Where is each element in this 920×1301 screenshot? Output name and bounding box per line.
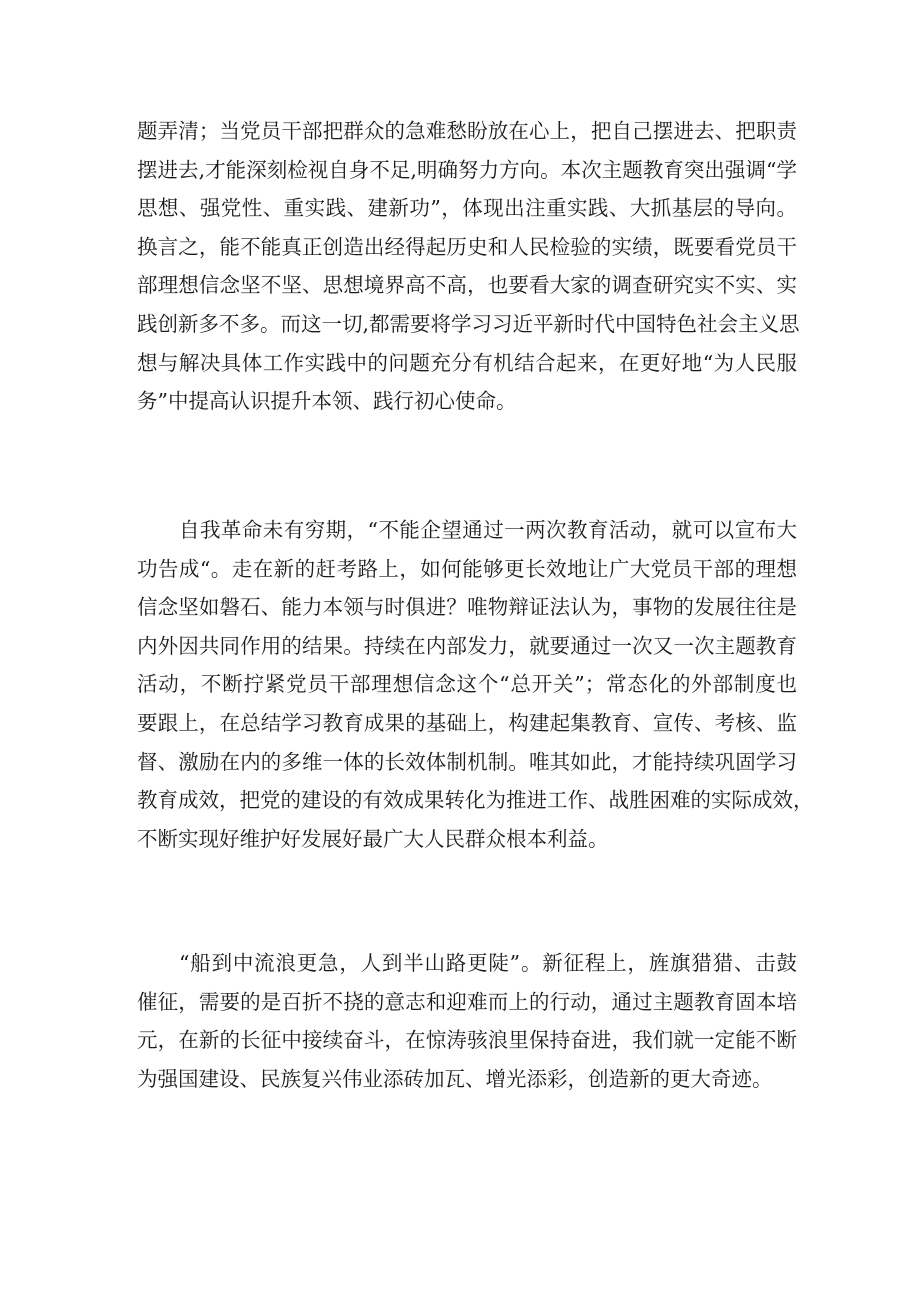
text-line: “船到中流浪更急，人到半山路更陡”。新征程上，旌旗猎猎、击鼓 (179, 951, 797, 975)
text-line: 活动，不断拧紧党员干部理想信念这个“总开关”；常态化的外部制度也 (137, 672, 797, 697)
text-line: 想与解决具体工作实践中的问题充分有机结合起来，在更好地“为人民服 (137, 350, 797, 375)
text-line: 摆进去,才能深刻检视自身不足,明确努力方向。本次主题教育突出强调“学 (137, 157, 797, 182)
text-line: 要跟上，在总结学习教育成果的基础上，构建起集教育、宣传、考核、监 (137, 710, 797, 735)
paragraph-3 (137, 944, 797, 1098)
text-line: 题弄清；当党员干部把群众的急难愁盼放在心上，把自己摆进去、把职责 (137, 119, 797, 143)
text-line: 信念坚如磐石、能力本领与时俱进？唯物辩证法认为，事物的发展往往是 (137, 595, 797, 620)
text-line: 催征，需要的是百折不挠的意志和迎难而上的行动，通过主题教育固本培 (137, 989, 797, 1014)
text-line: 为强国建设、民族复兴伟业添砖加瓦、增光添彩，创造新的更大奇迹。 (137, 1066, 773, 1091)
text-line: 自我革命未有穷期，“不能企望通过一两次教育活动，就可以宣布大 (179, 518, 797, 542)
text-line: 内外因共同作用的结果。持续在内部发力，就要通过一次又一次主题教育 (137, 633, 797, 658)
text-line: 务”中提高认识提升本领、践行初心使命。 (137, 389, 517, 414)
paragraph-2 (137, 511, 814, 858)
text-line: 功告成“。走在新的赶考路上，如何能够更长效地让广大党员干部的理想 (137, 556, 797, 581)
text-line: 换言之，能不能真正创造出经得起历史和人民检验的实绩，既要看党员干 (137, 234, 797, 259)
text-line: 思想、强党性、重实践、建新功”，体现出注重实践、大抓基层的导向。 (137, 196, 797, 221)
text-line: 部理想信念坚不坚、思想境界高不高，也要看大家的调查研究实不实、实 (137, 273, 797, 298)
text-line: 践创新多不多。而这一切,都需要将学习习近平新时代中国特色社会主义思 (137, 311, 800, 336)
text-line: 不断实现好维护好发展好最广大人民群众根本利益。 (137, 826, 609, 851)
paragraph-1 (137, 112, 800, 421)
text-line: 教育成效，把党的建设的有效成果转化为推进工作、战胜困难的实际成效， (137, 788, 814, 813)
text-line: 元，在新的长征中接续奋斗，在惊涛骇浪里保持奋进，我们就一定能不断 (137, 1028, 797, 1053)
text-line: 督、激励在内的多维一体的长效体制机制。唯其如此，才能持续巩固学习 (137, 749, 797, 774)
